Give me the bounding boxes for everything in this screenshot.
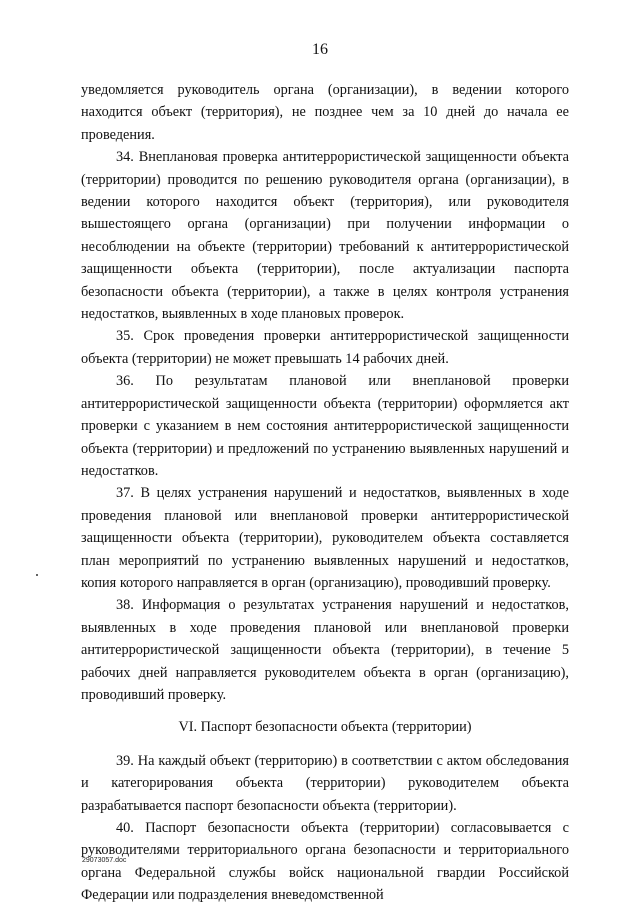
page-number: 16 [312,41,328,58]
footer-filename: 29073057.doc [82,857,127,864]
paragraph-34: 34. Внеплановая проверка антитеррористической защищенности объекта (территории) проводится по решению руководителя органа (организации), в ведении которого находится объект (территория), или руководителя вышестоящего органа (организации) при получении информации о несоблюдении на объекте (территории) требований к антитеррористической защищенности объекта (территории), после актуализации паспорта безопасности объекта (территории), а также в целях контроля устранения недостатков, выявленных в ходе плановых проверок. [81,149,569,323]
paragraph-36: 36. По результатам плановой или внеплановой проверки антитеррористической защищенности объекта (территории) оформляется акт проверки с указанием в нем состояния антитеррористической защищенности объекта (территории) и предложений по устранению выявленных нарушений и недостатков. [81,373,569,479]
paragraph-40: 40. Паспорт безопасности объекта (территории) согласовывается с руководителями территориального органа безопасности и территориального органа Федеральной службы войск национальной гвардии Российской Федерации или подразделения вневедомственной [81,820,569,904]
paragraph-38: 38. Информация о результатах устранения нарушений и недостатков, выявленных в ходе проведения плановой или внеплановой проверки антитеррористической защищенности объекта (территории), в течение 5 рабочих дней направляется руководителем объекта в орган (организацию), проводивший проверку. [81,597,569,703]
document-body [81,79,569,907]
paragraph-35: 35. Срок проведения проверки антитеррористической защищенности объекта (территории) не может превышать 14 рабочих дней. [81,328,569,367]
paragraph-39: 39. На каждый объект (территорию) в соответствии с актом обследования и категорирования объекта (территории) руководителем объекта разрабатывается паспорт безопасности объекта (территории). [81,752,569,814]
scan-dot [36,574,38,576]
paragraph-continuation: уведомляется руководитель органа (организации), в ведении которого находится объект (территория), не позднее чем за 10 дней до начала ее проведения. [81,82,569,143]
section-heading: VI. Паспорт безопасности объекта (территории) [178,719,472,736]
paragraph-37: 37. В целях устранения нарушений и недостатков, выявленных в ходе проведения плановой или внеплановой проверки антитеррористической защищенности объекта (территории), руководителем объекта составляется план мероприятий по устранению выявленных нарушений и недостатков, копия которого направляется в орган (организацию), проводивший проверку. [81,485,569,591]
